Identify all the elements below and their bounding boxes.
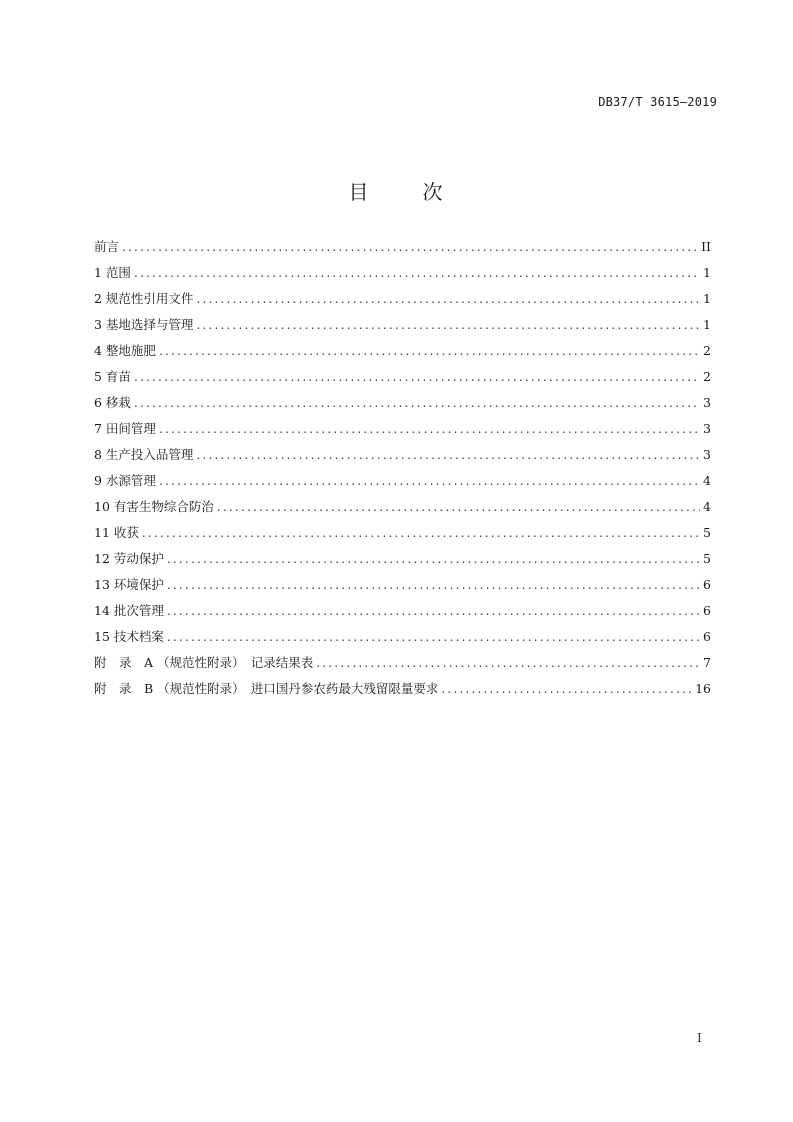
toc-entry-4[interactable] — [94, 340, 711, 366]
document-code: DB37/T 3615—2019 — [598, 95, 717, 109]
toc-dot-leader — [134, 392, 700, 414]
toc-dot-leader — [167, 600, 700, 622]
toc-entry-9[interactable] — [94, 470, 711, 496]
toc-entry-label: 15 技术档案 — [94, 629, 164, 644]
toc-entry-label: 附 录 A （规范性附录） 记录结果表 — [94, 655, 314, 670]
toc-entry-3[interactable] — [94, 314, 711, 340]
toc-entry-page: 16 — [695, 681, 711, 696]
toc-entry-6[interactable] — [94, 392, 711, 418]
page-number: I — [697, 1031, 702, 1045]
toc-entry-label: 附 录 B （规范性附录） 进口国丹参农药最大残留限量要求 — [94, 681, 439, 696]
toc-entry-page: 1 — [703, 265, 711, 280]
toc-heading-char-1: 目 — [348, 180, 371, 204]
toc-dot-leader — [134, 262, 700, 284]
toc-dot-leader — [167, 574, 700, 596]
toc-dot-leader — [441, 678, 692, 700]
toc-entry-label: 7 田间管理 — [94, 421, 156, 436]
toc-entry-page: 4 — [703, 473, 711, 488]
toc-entry-8[interactable] — [94, 444, 711, 470]
toc-dot-leader — [217, 496, 700, 518]
toc-entry-1[interactable] — [94, 262, 711, 288]
toc-entry-label: 14 批次管理 — [94, 603, 164, 618]
toc-entry-page: 3 — [703, 421, 711, 436]
toc-dot-leader — [196, 288, 700, 310]
toc-entry-11[interactable] — [94, 522, 711, 548]
toc-entry-page: 5 — [703, 525, 711, 540]
toc-entry-page: 1 — [703, 317, 711, 332]
toc-entry-15[interactable] — [94, 626, 711, 652]
toc-entry-label: 5 育苗 — [94, 369, 131, 384]
toc-entry-page: 2 — [703, 369, 711, 384]
toc-heading-char-2: 次 — [422, 180, 445, 204]
toc-entry-page: 5 — [703, 551, 711, 566]
toc-entry-label: 12 劳动保护 — [94, 551, 164, 566]
toc-entry-foreword[interactable] — [94, 236, 711, 262]
toc-dot-leader — [122, 236, 698, 258]
toc-entry-7[interactable] — [94, 418, 711, 444]
toc-entry-label: 9 水源管理 — [94, 473, 156, 488]
toc-entry-label: 1 范围 — [94, 265, 131, 280]
toc-entry-appendix-a[interactable] — [94, 652, 711, 678]
toc-entry-label: 6 移栽 — [94, 395, 131, 410]
toc-entry-label: 3 基地选择与管理 — [94, 317, 194, 332]
toc-dot-leader — [159, 418, 700, 440]
toc-entry-label: 13 环境保护 — [94, 577, 164, 592]
toc-entry-label: 10 有害生物综合防治 — [94, 499, 214, 514]
toc-entry-label: 11 收获 — [94, 525, 139, 540]
toc-entry-5[interactable] — [94, 366, 711, 392]
toc-dot-leader — [196, 314, 700, 336]
toc-dot-leader — [316, 652, 700, 674]
toc-entry-label: 2 规范性引用文件 — [94, 291, 194, 306]
toc-entry-page: 6 — [703, 629, 711, 644]
toc-entry-page: 1 — [703, 291, 711, 306]
toc-dot-leader — [142, 522, 700, 544]
toc-dot-leader — [134, 366, 700, 388]
toc-entry-page: II — [701, 239, 711, 254]
toc-entry-label: 8 生产投入品管理 — [94, 447, 194, 462]
toc-entry-page: 2 — [703, 343, 711, 358]
toc-heading — [0, 176, 793, 205]
toc-dot-leader — [167, 548, 700, 570]
toc-entry-10[interactable] — [94, 496, 711, 522]
toc-entry-page: 6 — [703, 577, 711, 592]
toc-dot-leader — [159, 340, 700, 362]
toc-entry-page: 3 — [703, 447, 711, 462]
toc-entry-page: 3 — [703, 395, 711, 410]
toc-entry-13[interactable] — [94, 574, 711, 600]
toc-entry-14[interactable] — [94, 600, 711, 626]
toc-entry-label: 4 整地施肥 — [94, 343, 156, 358]
toc-entry-appendix-b[interactable] — [94, 678, 711, 704]
toc-dot-leader — [159, 470, 700, 492]
toc-entry-label: 前言 — [94, 239, 120, 254]
toc-entry-page: 6 — [703, 603, 711, 618]
toc-dot-leader — [196, 444, 700, 466]
toc-entry-2[interactable] — [94, 288, 711, 314]
toc-entry-12[interactable] — [94, 548, 711, 574]
table-of-contents — [94, 236, 711, 704]
toc-entry-page: 4 — [703, 499, 711, 514]
toc-entry-page: 7 — [703, 655, 711, 670]
toc-dot-leader — [167, 626, 700, 648]
